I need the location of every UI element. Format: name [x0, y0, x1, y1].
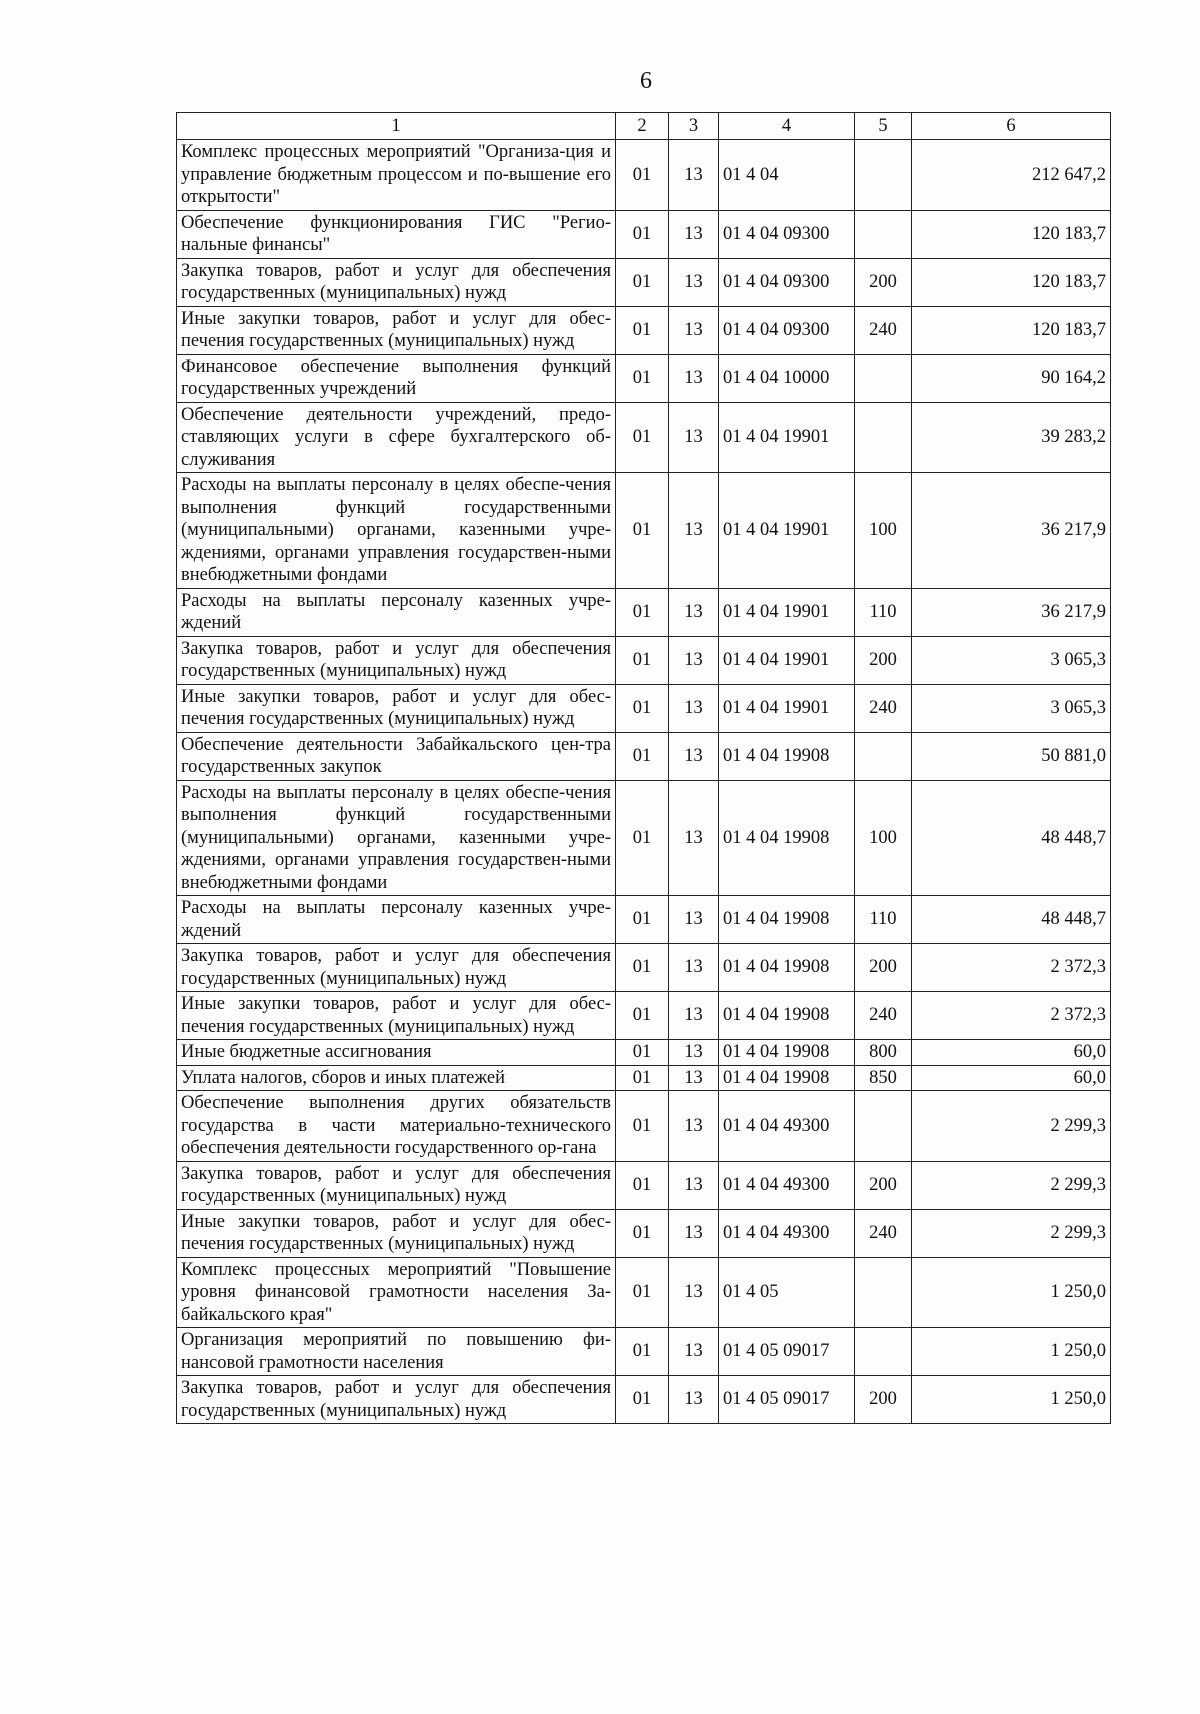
row-amount: 3 065,3 [912, 684, 1111, 732]
row-subsection-code: 13 [669, 1040, 719, 1066]
row-description: Расходы на выплаты персоналу казенных учре-ждений [177, 588, 616, 636]
column-header-5: 5 [855, 113, 912, 140]
table-row [177, 684, 1111, 732]
row-amount: 1 250,0 [912, 1257, 1111, 1328]
row-expense-type-code: 850 [855, 1065, 912, 1091]
table-row [177, 588, 1111, 636]
row-target-article-code: 01 4 04 19908 [719, 944, 855, 992]
table-row [177, 1091, 1111, 1162]
row-amount: 2 299,3 [912, 1091, 1111, 1162]
row-description: Уплата налогов, сборов и иных платежей [177, 1065, 616, 1091]
row-description: Комплекс процессных мероприятий "Повышение уровня финансовой грамотности населения За-байкальского края" [177, 1257, 616, 1328]
row-section-code: 01 [616, 473, 669, 589]
row-subsection-code: 13 [669, 473, 719, 589]
row-amount: 2 372,3 [912, 992, 1111, 1040]
row-target-article-code: 01 4 04 19908 [719, 780, 855, 896]
row-expense-type-code: 240 [855, 1209, 912, 1257]
row-section-code: 01 [616, 588, 669, 636]
row-expense-type-code [855, 402, 912, 473]
row-target-article-code: 01 4 04 09300 [719, 210, 855, 258]
table-row [177, 1257, 1111, 1328]
row-section-code: 01 [616, 258, 669, 306]
column-header-4: 4 [719, 113, 855, 140]
row-description: Комплекс процессных мероприятий "Организа-ция и управление бюджетным процессом и по-вышение его открытости" [177, 140, 616, 211]
row-target-article-code: 01 4 04 19908 [719, 1040, 855, 1066]
row-subsection-code: 13 [669, 210, 719, 258]
row-description: Обеспечение деятельности учреждений, предо-ставляющих услуги в сфере бухгалтерского об-служивания [177, 402, 616, 473]
row-section-code: 01 [616, 354, 669, 402]
row-target-article-code: 01 4 04 19901 [719, 684, 855, 732]
column-header-1: 1 [177, 113, 616, 140]
row-section-code: 01 [616, 1065, 669, 1091]
row-amount: 39 283,2 [912, 402, 1111, 473]
row-section-code: 01 [616, 1257, 669, 1328]
page-number: 6 [640, 68, 652, 94]
row-amount: 2 299,3 [912, 1209, 1111, 1257]
row-target-article-code: 01 4 04 10000 [719, 354, 855, 402]
row-amount: 1 250,0 [912, 1328, 1111, 1376]
table-row [177, 732, 1111, 780]
row-amount: 48 448,7 [912, 780, 1111, 896]
row-subsection-code: 13 [669, 1065, 719, 1091]
row-amount: 2 372,3 [912, 944, 1111, 992]
row-description: Иные закупки товаров, работ и услуг для обес-печения государственных (муниципальных) нужд [177, 684, 616, 732]
row-description: Обеспечение деятельности Забайкальского цен-тра государственных закупок [177, 732, 616, 780]
row-expense-type-code [855, 1091, 912, 1162]
row-subsection-code: 13 [669, 636, 719, 684]
row-expense-type-code [855, 210, 912, 258]
table-row [177, 1161, 1111, 1209]
row-amount: 60,0 [912, 1040, 1111, 1066]
table-row [177, 140, 1111, 211]
row-expense-type-code: 200 [855, 258, 912, 306]
row-amount: 120 183,7 [912, 210, 1111, 258]
row-expense-type-code: 240 [855, 306, 912, 354]
row-amount: 2 299,3 [912, 1161, 1111, 1209]
row-amount: 90 164,2 [912, 354, 1111, 402]
row-expense-type-code: 240 [855, 684, 912, 732]
table-row [177, 636, 1111, 684]
table-body [177, 140, 1111, 1424]
row-target-article-code: 01 4 04 19908 [719, 732, 855, 780]
row-subsection-code: 13 [669, 354, 719, 402]
row-expense-type-code: 100 [855, 780, 912, 896]
row-target-article-code: 01 4 04 19901 [719, 588, 855, 636]
row-expense-type-code [855, 1328, 912, 1376]
row-section-code: 01 [616, 1376, 669, 1424]
table-row [177, 780, 1111, 896]
row-description: Иные закупки товаров, работ и услуг для обес-печения государственных (муниципальных) нужд [177, 1209, 616, 1257]
row-section-code: 01 [616, 1161, 669, 1209]
row-section-code: 01 [616, 1091, 669, 1162]
row-subsection-code: 13 [669, 1328, 719, 1376]
table-header [177, 113, 1111, 140]
table-row [177, 1328, 1111, 1376]
table-row [177, 1040, 1111, 1066]
row-target-article-code: 01 4 04 19901 [719, 636, 855, 684]
row-amount: 120 183,7 [912, 258, 1111, 306]
row-expense-type-code [855, 732, 912, 780]
row-expense-type-code: 200 [855, 944, 912, 992]
row-expense-type-code: 200 [855, 636, 912, 684]
table-row [177, 1065, 1111, 1091]
row-expense-type-code: 110 [855, 896, 912, 944]
row-section-code: 01 [616, 896, 669, 944]
row-expense-type-code: 800 [855, 1040, 912, 1066]
row-subsection-code: 13 [669, 896, 719, 944]
row-description: Закупка товаров, работ и услуг для обеспечения государственных (муниципальных) нужд [177, 944, 616, 992]
table-row [177, 258, 1111, 306]
table-row [177, 944, 1111, 992]
row-description: Расходы на выплаты персоналу в целях обеспе-чения выполнения функций государственными (муниципальными) органами, казенными учре-ждениями, органами управления государствен-ными внебюджетными фондами [177, 473, 616, 589]
row-description: Организация мероприятий по повышению фи-нансовой грамотности населения [177, 1328, 616, 1376]
row-expense-type-code [855, 140, 912, 211]
row-target-article-code: 01 4 04 19901 [719, 402, 855, 473]
row-expense-type-code [855, 1257, 912, 1328]
row-target-article-code: 01 4 04 19908 [719, 992, 855, 1040]
row-subsection-code: 13 [669, 1376, 719, 1424]
table-row [177, 1209, 1111, 1257]
row-description: Расходы на выплаты персоналу в целях обеспе-чения выполнения функций государственными (муниципальными) органами, казенными учре-ждениями, органами управления государствен-ными внебюджетными фондами [177, 780, 616, 896]
row-amount: 36 217,9 [912, 588, 1111, 636]
row-section-code: 01 [616, 944, 669, 992]
column-header-2: 2 [616, 113, 669, 140]
row-description: Иные закупки товаров, работ и услуг для обес-печения государственных (муниципальных) нужд [177, 992, 616, 1040]
row-description: Закупка товаров, работ и услуг для обеспечения государственных (муниципальных) нужд [177, 258, 616, 306]
row-description: Финансовое обеспечение выполнения функций государственных учреждений [177, 354, 616, 402]
table-row [177, 992, 1111, 1040]
row-subsection-code: 13 [669, 402, 719, 473]
table-row [177, 354, 1111, 402]
row-subsection-code: 13 [669, 1209, 719, 1257]
table-row [177, 402, 1111, 473]
row-subsection-code: 13 [669, 684, 719, 732]
table-row [177, 306, 1111, 354]
row-subsection-code: 13 [669, 258, 719, 306]
row-amount: 36 217,9 [912, 473, 1111, 589]
row-description: Иные закупки товаров, работ и услуг для обес-печения государственных (муниципальных) нужд [177, 306, 616, 354]
row-description: Расходы на выплаты персоналу казенных учре-ждений [177, 896, 616, 944]
row-section-code: 01 [616, 1040, 669, 1066]
table-row [177, 1376, 1111, 1424]
row-target-article-code: 01 4 05 09017 [719, 1328, 855, 1376]
row-amount: 120 183,7 [912, 306, 1111, 354]
row-subsection-code: 13 [669, 944, 719, 992]
row-target-article-code: 01 4 04 49300 [719, 1161, 855, 1209]
row-section-code: 01 [616, 684, 669, 732]
row-amount: 3 065,3 [912, 636, 1111, 684]
row-target-article-code: 01 4 05 09017 [719, 1376, 855, 1424]
row-expense-type-code: 100 [855, 473, 912, 589]
row-description: Закупка товаров, работ и услуг для обеспечения государственных (муниципальных) нужд [177, 1376, 616, 1424]
row-amount: 50 881,0 [912, 732, 1111, 780]
row-expense-type-code [855, 354, 912, 402]
row-subsection-code: 13 [669, 732, 719, 780]
row-section-code: 01 [616, 210, 669, 258]
row-section-code: 01 [616, 780, 669, 896]
row-target-article-code: 01 4 04 19908 [719, 1065, 855, 1091]
row-subsection-code: 13 [669, 588, 719, 636]
row-section-code: 01 [616, 1209, 669, 1257]
row-description: Иные бюджетные ассигнования [177, 1040, 616, 1066]
row-description: Закупка товаров, работ и услуг для обеспечения государственных (муниципальных) нужд [177, 636, 616, 684]
budget-table [176, 112, 1111, 1424]
row-target-article-code: 01 4 05 [719, 1257, 855, 1328]
row-section-code: 01 [616, 732, 669, 780]
row-subsection-code: 13 [669, 780, 719, 896]
row-section-code: 01 [616, 306, 669, 354]
header-row [177, 113, 1111, 140]
table-row [177, 896, 1111, 944]
row-subsection-code: 13 [669, 1161, 719, 1209]
column-header-3: 3 [669, 113, 719, 140]
row-subsection-code: 13 [669, 1257, 719, 1328]
row-target-article-code: 01 4 04 19908 [719, 896, 855, 944]
row-target-article-code: 01 4 04 09300 [719, 258, 855, 306]
row-amount: 60,0 [912, 1065, 1111, 1091]
row-target-article-code: 01 4 04 49300 [719, 1209, 855, 1257]
row-section-code: 01 [616, 402, 669, 473]
column-header-6: 6 [912, 113, 1111, 140]
table-row [177, 473, 1111, 589]
row-description: Обеспечение выполнения других обязательств государства в части материально-технического обеспечения деятельности государственного ор-гана [177, 1091, 616, 1162]
row-subsection-code: 13 [669, 1091, 719, 1162]
row-section-code: 01 [616, 1328, 669, 1376]
row-amount: 48 448,7 [912, 896, 1111, 944]
row-target-article-code: 01 4 04 49300 [719, 1091, 855, 1162]
row-expense-type-code: 110 [855, 588, 912, 636]
row-section-code: 01 [616, 140, 669, 211]
row-target-article-code: 01 4 04 19901 [719, 473, 855, 589]
row-target-article-code: 01 4 04 09300 [719, 306, 855, 354]
row-section-code: 01 [616, 992, 669, 1040]
row-section-code: 01 [616, 636, 669, 684]
row-amount: 212 647,2 [912, 140, 1111, 211]
table-row [177, 210, 1111, 258]
row-subsection-code: 13 [669, 992, 719, 1040]
row-description: Закупка товаров, работ и услуг для обеспечения государственных (муниципальных) нужд [177, 1161, 616, 1209]
row-expense-type-code: 240 [855, 992, 912, 1040]
row-subsection-code: 13 [669, 306, 719, 354]
row-expense-type-code: 200 [855, 1376, 912, 1424]
row-expense-type-code: 200 [855, 1161, 912, 1209]
row-amount: 1 250,0 [912, 1376, 1111, 1424]
row-description: Обеспечение функционирования ГИС "Регио-нальные финансы" [177, 210, 616, 258]
row-subsection-code: 13 [669, 140, 719, 211]
row-target-article-code: 01 4 04 [719, 140, 855, 211]
